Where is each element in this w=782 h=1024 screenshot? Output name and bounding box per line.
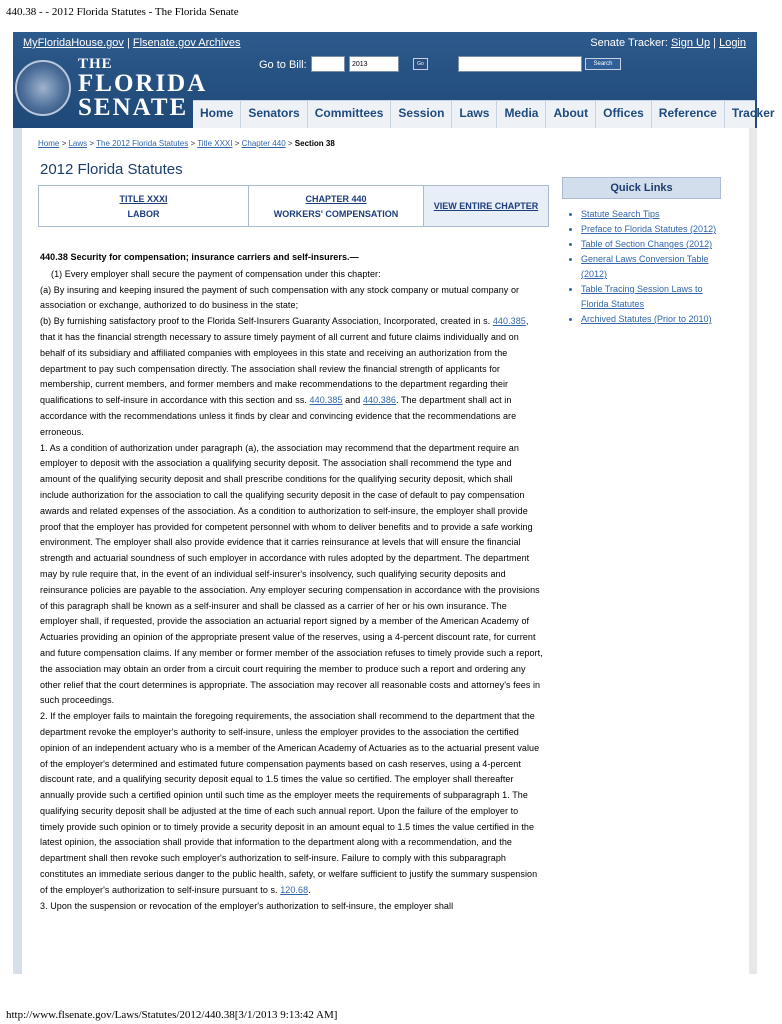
paragraph-b-part3: . The department shall act in accordance with the recommendations unless it finds by clear and convincing evidence that the recommendations are erroneous.	[40, 395, 517, 437]
tracker-label: Senate Tracker:	[590, 37, 668, 49]
quick-link-search-tips[interactable]: • Statute Search Tips	[581, 207, 721, 222]
nav-session[interactable]: Session	[391, 101, 452, 129]
subparagraph-2-end: .	[308, 884, 311, 895]
nav-reference[interactable]: Reference	[652, 101, 725, 129]
chapter-cell	[249, 186, 424, 226]
quick-link-conversion-table[interactable]: • General Laws Conversion Table (2012)	[581, 252, 721, 282]
go-button[interactable]: Go	[413, 58, 428, 70]
myfloridahouse-link[interactable]: MyFloridaHouse.gov	[23, 37, 124, 49]
quick-links-panel	[562, 177, 721, 327]
chapter-name: WORKERS' COMPENSATION	[273, 209, 399, 219]
breadcrumb-separator: >	[190, 139, 196, 148]
go-to-bill-label: Go to Bill:	[259, 59, 307, 71]
breadcrumb-title[interactable]: Title XXXI	[197, 139, 233, 148]
paragraph-b	[40, 314, 543, 440]
archives-link[interactable]: Flsenate.gov Archives	[132, 37, 241, 49]
vertical-scrollbar[interactable]	[749, 128, 757, 974]
subparagraph-2-text: 2. If the employer fails to maintain the foregoing requirements, the association shall recommend to the department that the department revoke the employer's authority to self-insure, unless the employer provides to the association the certified opinion of an independent actuary who is a member of the American Academy of Actuaries as to the actuarial present value of the employer's determined and estimated future compensation payments based on cash reserves, using a 4-percent discount rate, and a qualifying security deposit equal to 1.5 times the value so certified. The employer shall thereafter annually provide such a certified opinion until such time as the employer meets the requirements of subparagraph 1. The qualifying security deposit shall be adjusted at the time of each such annual report. Upon the failure of the employer to timely provide such opinion or to timely provide a security deposit in an amount equal to 1.5 times the value certified in the latest opinion, the association shall provide that information to the department along with a recommendation, and the department shall then revoke such employer's authorization to self-insure. Failure to comply with this subparagraph constitutes an immediate serious danger to the public health, safety, or welfare sufficient to justify the summary suspension of the employer's authorization to self-insure pursuant to s.	[40, 711, 540, 895]
quick-links-header: Quick Links	[562, 177, 721, 199]
ref-120-68-link[interactable]: 120.68	[280, 884, 309, 895]
statute-heading-table	[38, 185, 549, 227]
quick-link-tracing[interactable]: • Table Tracing Session Laws to Florida Statutes	[581, 282, 721, 312]
and-word: and	[345, 395, 361, 406]
nav-senators[interactable]: Senators	[241, 101, 307, 129]
nav-media[interactable]: Media	[497, 101, 546, 129]
breadcrumb-statutes[interactable]: The 2012 Florida Statutes	[96, 139, 189, 148]
title-name: LABOR	[127, 209, 160, 219]
breadcrumb-home[interactable]: Home	[38, 139, 60, 148]
quick-link-section-changes[interactable]: • Table of Section Changes (2012)	[581, 237, 721, 252]
signup-link[interactable]: Sign Up	[670, 37, 711, 49]
bill-year-select[interactable]: 2013	[349, 56, 399, 72]
subparagraph-2	[40, 709, 543, 899]
subparagraph-1: 1. As a condition of authorization under paragraph (a), the association may recommend that the department require an employer to deposit with the association a qualifying security deposit. The association shall recommend the type and amount of the qualifying security deposit and shall prescribe conditions for the qualifying security deposit, which shall include authorization for the association to call the qualifying security deposit in the case of default to pay compensation awards and related expenses of the association. As a condition to authorization to self-insure, the employer shall provide proof that the employer has provided for competent personnel with whom to deliver benefits and to provide a safe working environment. The employer shall also provide evidence that it carries reinsurance at levels that will ensure the financial strength and actuarial soundness of such employer in accordance with rules adopted by the department. The department may by rule require that, in the event of an individual self-insurer's insolvency, such qualifying security deposits and reinsurance policies are payable to the association. Any employer securing compensation in accordance with the provisions of this paragraph shall be known as a self-insurer and shall be classed as a carrier of her or his own insurance. The employer shall, if requested, provide the association an actuarial report signed by a member of the American Academy of Actuaries providing an opinion of the appropriate present value of the reserves, using a 4-percent discount rate, for current and future compensation claims. If any member or former member of the association refuses to timely provide such a report, the association may obtain an order from a circuit court requiring the member to produce such a report and ordering any other relief that the court determines is appropriate. The association may recover all reasonable costs and attorney's fees in such proceedings.	[40, 442, 543, 706]
print-footer: http://www.flsenate.gov/Laws/Statutes/2012/440.38[3/1/2013 9:13:42 AM]	[6, 1009, 338, 1021]
search-input[interactable]	[458, 56, 582, 72]
nav-about[interactable]: About	[546, 101, 596, 129]
ref-440-386-link[interactable]: 440.386	[362, 395, 396, 406]
nav-laws[interactable]: Laws	[452, 101, 497, 129]
print-header: 440.38 - - 2012 Florida Statutes - The Florida Senate	[6, 6, 239, 18]
login-link[interactable]: Login	[719, 37, 746, 49]
bill-number-input[interactable]	[311, 56, 345, 72]
breadcrumb	[38, 139, 335, 148]
title-link[interactable]: TITLE XXXI	[119, 194, 168, 204]
tracker-separator: |	[713, 37, 717, 49]
breadcrumb-chapter[interactable]: Chapter 440	[241, 139, 286, 148]
breadcrumb-separator: >	[234, 139, 240, 148]
chapter-link[interactable]: CHAPTER 440	[305, 194, 367, 204]
paragraph-b-part1: (b) By furnishing satisfactory proof to the Florida Self-Insurers Guaranty Association, Incorporated, created in s.	[40, 316, 491, 327]
breadcrumb-current: Section 38	[294, 139, 335, 148]
main-navigation	[193, 100, 775, 128]
top-links	[23, 37, 240, 49]
paragraph-b-part2: , that it has the financial strength necessary to assure timely payment of all current and future claims individually and on behalf of its subsidiary and affiliated companies with employees in this state and receiving an authorization from the department to pay such compensation directly. The association shall review the financial strength of applicants for membership, current members, and former members and make recommendations to the department regarding their qualifications to self-insure in accordance with this section and ss.	[40, 316, 529, 406]
breadcrumb-separator: >	[287, 139, 293, 148]
nav-committees[interactable]: Committees	[308, 101, 392, 129]
logo-senate[interactable]: SENATE	[78, 94, 189, 121]
statute-text	[40, 250, 543, 914]
breadcrumb-separator: >	[89, 139, 95, 148]
view-chapter-cell	[424, 186, 548, 226]
nav-offices[interactable]: Offices	[596, 101, 652, 129]
subsection-1: (1) Every employer shall secure the payment of compensation under this chapter:	[51, 268, 381, 279]
breadcrumb-laws[interactable]: Laws	[68, 139, 88, 148]
ref-440-385-second-link[interactable]: 440.385	[309, 395, 343, 406]
quick-links-list	[562, 207, 721, 327]
nav-tracker[interactable]: Tracker	[731, 106, 775, 120]
title-cell	[39, 186, 249, 226]
breadcrumb-separator: >	[61, 139, 67, 148]
logo-florida[interactable]: FLORIDA	[78, 70, 208, 97]
search-button[interactable]: Search	[585, 58, 621, 70]
paragraph-a: (a) By insuring and keeping insured the payment of such compensation with any stock company or mutual company or association or exchange, authorized to do business in the state;	[40, 284, 520, 311]
view-entire-chapter-link[interactable]: VIEW ENTIRE CHAPTER	[433, 201, 539, 211]
top-links-separator: |	[126, 37, 130, 49]
quick-link-preface[interactable]: • Preface to Florida Statutes (2012)	[581, 222, 721, 237]
subparagraph-3: 3. Upon the suspension or revocation of the employer's authorization to self-insure, the employer shall	[40, 900, 454, 911]
page-title: 2012 Florida Statutes	[40, 161, 183, 178]
nav-home[interactable]: Home	[193, 101, 241, 129]
statute-catchline: 440.38 Security for compensation; insurance carriers and self-insurers.—	[40, 252, 359, 262]
senate-tracker	[590, 37, 746, 49]
quick-link-archived[interactable]: • Archived Statutes (Prior to 2010)	[581, 312, 721, 327]
ref-440-385-link[interactable]: 440.385	[492, 316, 526, 327]
logo-the[interactable]: THE	[78, 56, 113, 72]
senate-seal-icon[interactable]	[15, 60, 71, 116]
